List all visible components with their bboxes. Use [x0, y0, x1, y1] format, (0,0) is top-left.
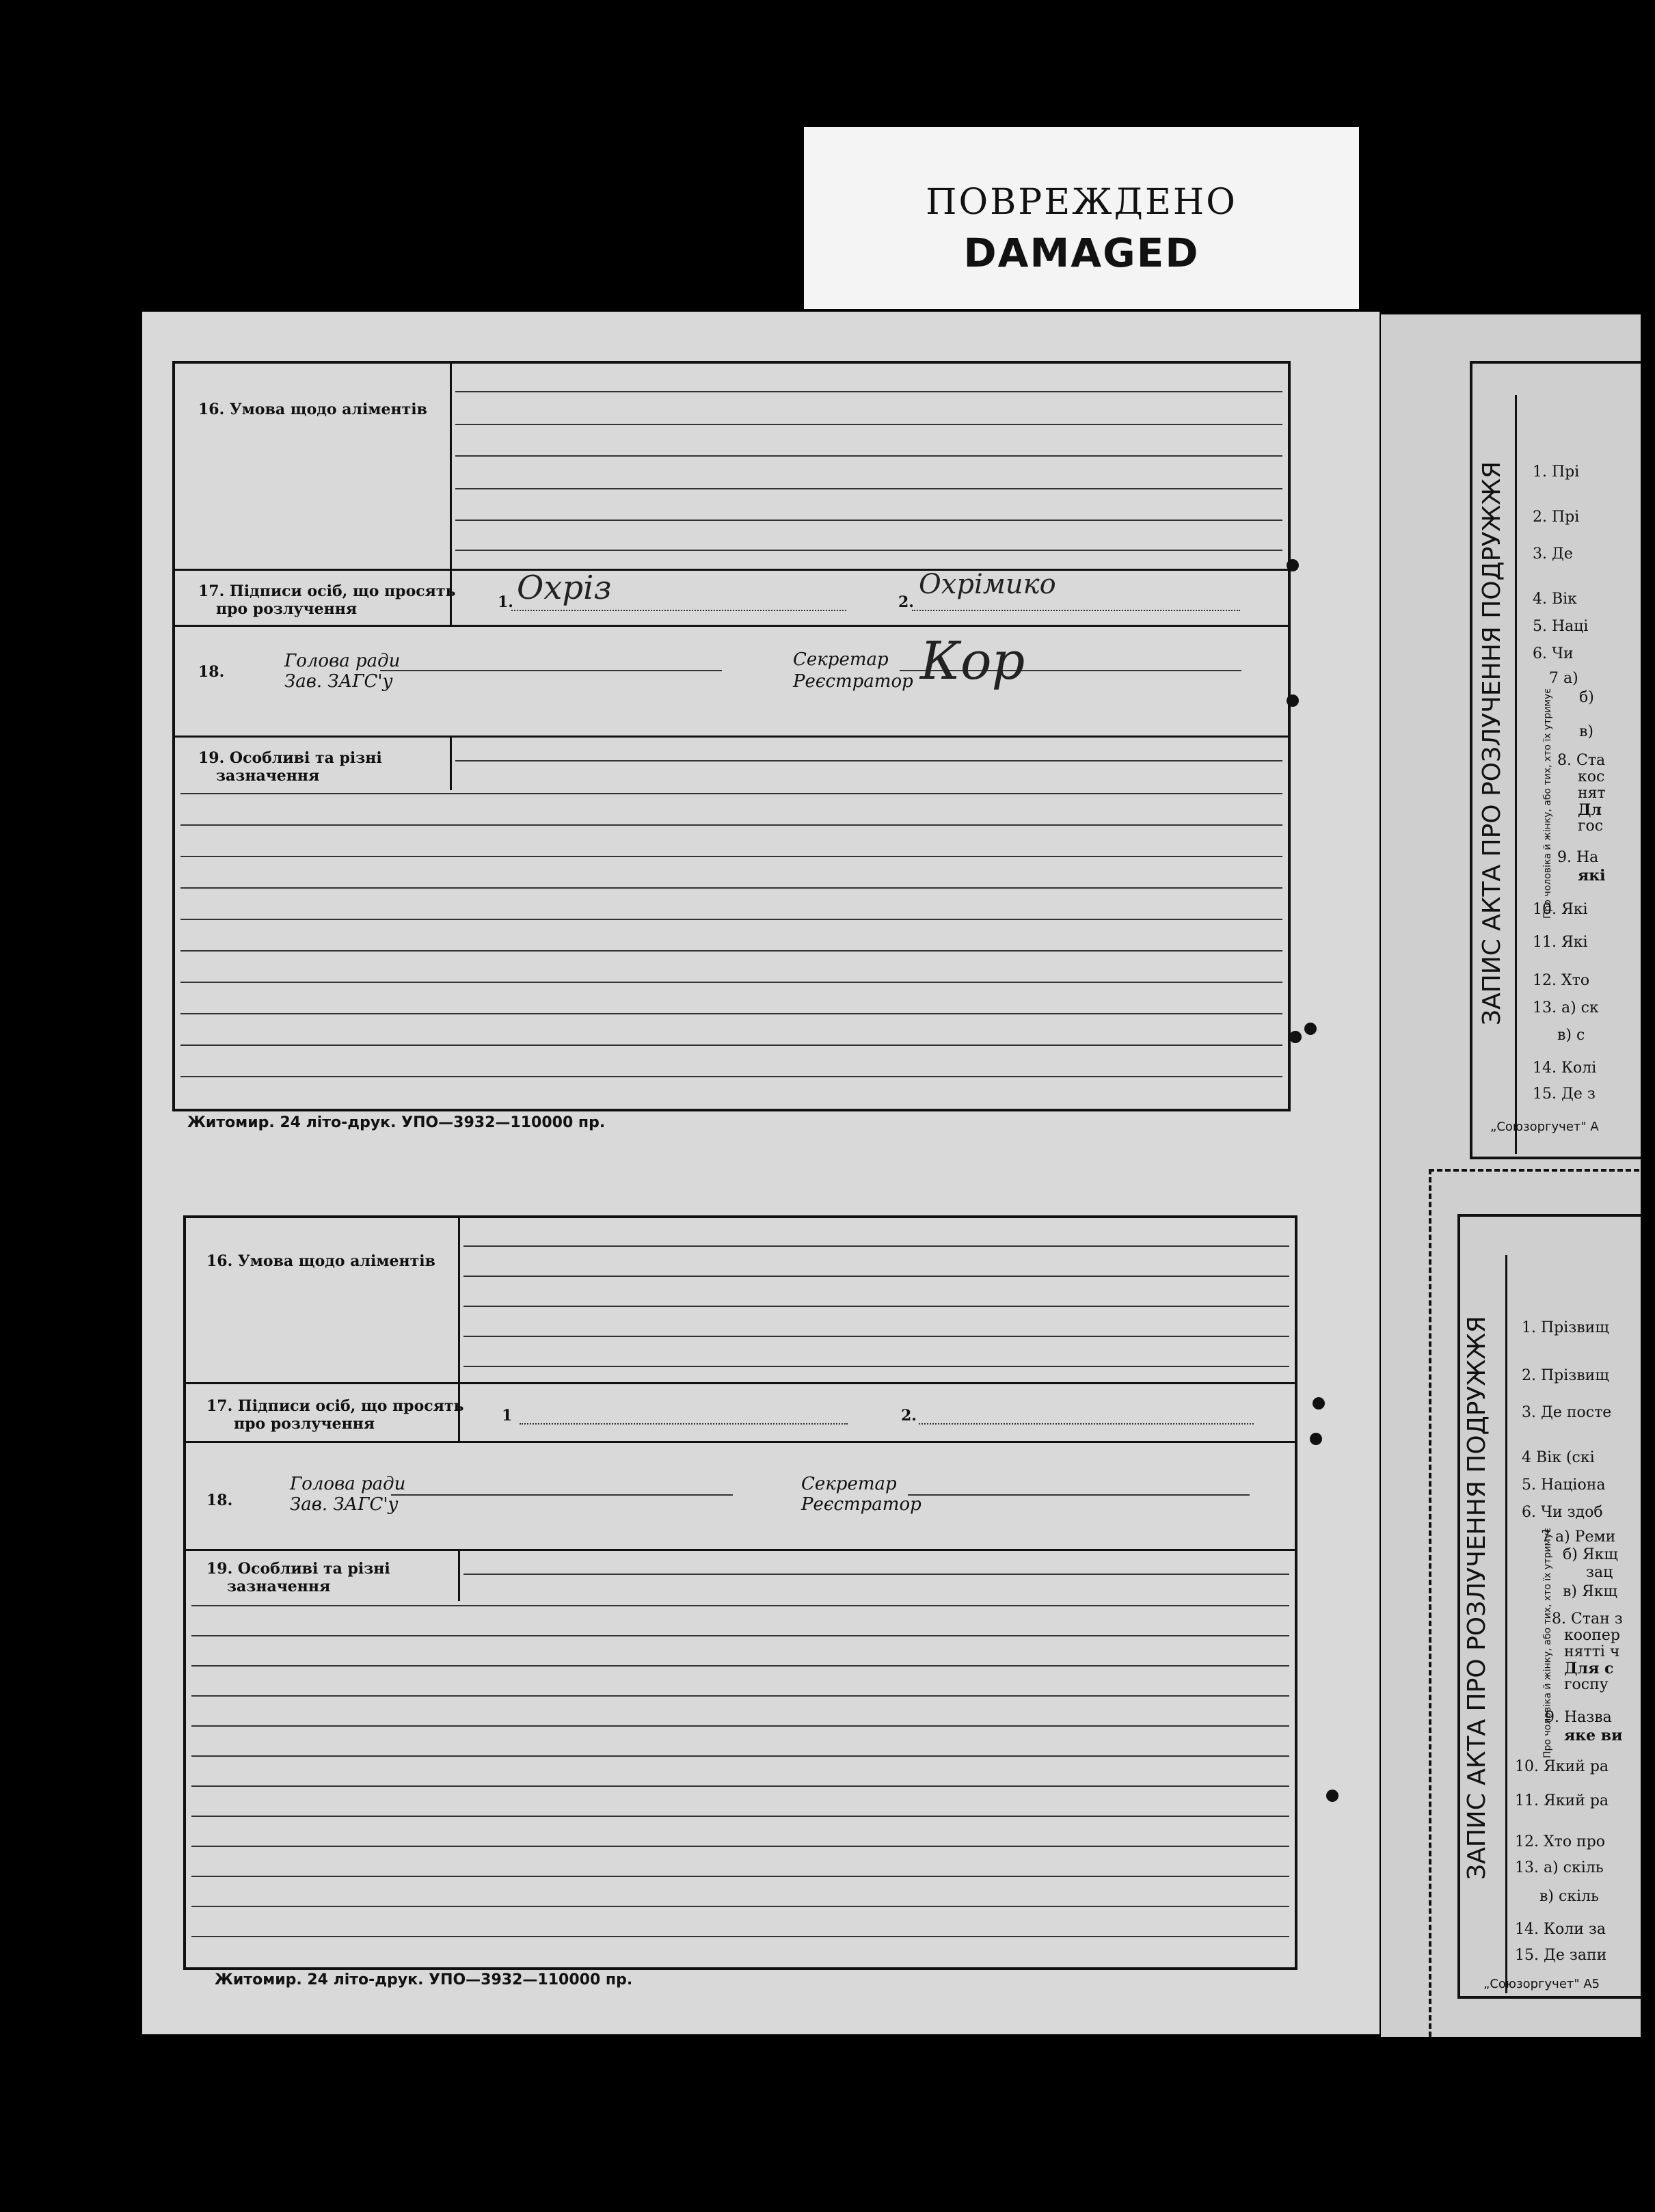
- cut-line: [1429, 1169, 1641, 1172]
- right-bottom-publisher: „Союзоргучет" А5: [1483, 1977, 1600, 1991]
- right-bottom-item: нятті ч: [1564, 1643, 1620, 1660]
- field-17-label-2: про розлучення: [216, 600, 358, 618]
- right-top-item: Дл: [1578, 801, 1602, 819]
- footer-top: Житомир. 24 літо-друк. УПО—3932—110000 пр.: [187, 1114, 606, 1131]
- head-label: Голова ради: [284, 651, 401, 671]
- right-top-item: 12. Хто: [1533, 972, 1590, 989]
- right-top-item: 4. Вік: [1533, 591, 1577, 608]
- right-top-item: 1. Прі: [1533, 463, 1580, 481]
- punch-hole: [1326, 1790, 1338, 1802]
- right-bottom-item: б) Якщ: [1563, 1546, 1618, 1563]
- registrar-label: Реєстратор: [793, 671, 913, 692]
- right-bottom-side-label: Про чоловіка й жінку, або тих, хто їх утримує: [1542, 1528, 1553, 1758]
- right-bottom-item: зац: [1586, 1564, 1613, 1581]
- registrar-label-bottom: Реєстратор: [801, 1494, 921, 1515]
- right-top-item: які: [1578, 867, 1606, 885]
- right-top-item: в): [1579, 723, 1593, 740]
- signature-2-number-bottom: 2.: [901, 1407, 917, 1425]
- field-18-label-bottom: 18.: [206, 1492, 233, 1509]
- registrar-head-label-bottom: Зав. ЗАГС'у: [290, 1494, 399, 1515]
- right-bottom-item: 8. Стан з: [1552, 1610, 1623, 1628]
- right-top-item: гос: [1578, 818, 1604, 835]
- form-top: [172, 361, 1291, 1111]
- right-page: [1381, 314, 1641, 2037]
- punch-hole: [1310, 1433, 1322, 1445]
- right-bottom-item: 1. Прізвищ: [1522, 1319, 1609, 1336]
- right-bottom-item: 15. Де запи: [1515, 1947, 1607, 1964]
- damaged-stamp: [804, 127, 1359, 309]
- right-bottom-item: в) скіль: [1539, 1888, 1600, 1905]
- signature-1-number-bottom: 1: [502, 1407, 513, 1425]
- secretary-label-bottom: Секретар: [801, 1474, 897, 1494]
- right-bottom-item: 10. Який ра: [1515, 1758, 1609, 1775]
- right-top-item: в) с: [1557, 1027, 1585, 1044]
- right-top-item: нят: [1578, 785, 1606, 802]
- cut-line: [1429, 1169, 1431, 2037]
- field-16-label: 16. Умова щодо аліментів: [198, 401, 427, 418]
- right-top-item: 8. Ста: [1557, 752, 1606, 769]
- right-top-item: 3. Де: [1533, 545, 1573, 563]
- right-bottom-item: 11. Який ра: [1515, 1792, 1609, 1809]
- right-top-title: ЗАПИС АКТА ПРО РОЗЛУЧЕННЯ ПОДРУЖЖЯ: [1478, 461, 1506, 1025]
- field-16-label-bottom: 16. Умова щодо аліментів: [206, 1252, 435, 1270]
- secretary-signature: Кор: [920, 630, 1025, 691]
- field-17-label-2-bottom: про розлучення: [234, 1415, 375, 1433]
- registrar-head-label: Зав. ЗАГС'у: [284, 671, 393, 692]
- field-19-label-2-bottom: зазначення: [227, 1578, 331, 1595]
- right-bottom-item: госпу: [1564, 1676, 1609, 1693]
- damaged-stamp-ru: ПОВРЕЖДЕНО: [926, 182, 1237, 223]
- right-bottom-item: в) Якщ: [1563, 1583, 1617, 1600]
- left-page: [142, 312, 1380, 2034]
- right-top-item: 11. Які: [1533, 934, 1588, 951]
- right-top-item: 9. На: [1557, 849, 1599, 866]
- punch-hole: [1304, 1023, 1317, 1035]
- punch-hole: [1287, 694, 1299, 707]
- row-16-bottom: [186, 1218, 1295, 1384]
- right-top-item: 7 а): [1549, 670, 1578, 687]
- right-bottom-item: 2. Прізвищ: [1522, 1367, 1609, 1384]
- right-bottom-item: Для с: [1564, 1660, 1614, 1677]
- right-top-item: 13. а) ск: [1533, 999, 1599, 1016]
- field-17-label-bottom: 17. Підписи осіб, що просять: [206, 1397, 464, 1415]
- secretary-label: Секретар: [793, 649, 889, 670]
- right-top-side-label: Про чоловіка й жінку, або тих, хто їх утримує: [1542, 688, 1553, 919]
- right-top-item: 6. Чи: [1533, 645, 1574, 662]
- right-bottom-item: 6. Чи здоб: [1522, 1504, 1603, 1521]
- right-bottom-item: 12. Хто про: [1515, 1833, 1606, 1850]
- right-top-item: 10. Які: [1533, 901, 1588, 918]
- row-16: [175, 364, 1288, 571]
- right-top-item: 5. Наці: [1533, 618, 1589, 635]
- right-bottom-item: 4 Вік (скі: [1522, 1449, 1595, 1466]
- right-bottom-item: 3. Де посте: [1522, 1404, 1612, 1421]
- punch-hole: [1289, 1031, 1302, 1043]
- signature-2-number: 2.: [898, 593, 914, 611]
- field-19-label-bottom: 19. Особливі та різні: [206, 1560, 390, 1578]
- right-bottom-item: 14. Коли за: [1515, 1921, 1606, 1938]
- right-bottom-item: 13. а) скіль: [1515, 1859, 1604, 1876]
- right-bottom-item: коопер: [1564, 1627, 1621, 1644]
- signature-1-number: 1.: [498, 593, 513, 611]
- right-top-item: 2. Прі: [1533, 509, 1580, 526]
- signature-2: Охрімико: [919, 569, 1056, 600]
- punch-hole: [1287, 559, 1299, 571]
- right-top-item: 14. Колі: [1533, 1060, 1597, 1077]
- field-18-label: 18.: [198, 663, 225, 681]
- damaged-stamp-en: DAMAGED: [963, 230, 1200, 276]
- right-top-item: б): [1579, 689, 1594, 706]
- punch-hole: [1313, 1397, 1325, 1410]
- right-bottom-title: ЗАПИС АКТА ПРО РОЗЛУЧЕННЯ ПОДРУЖЖЯ: [1463, 1316, 1491, 1880]
- field-17-label: 17. Підписи осіб, що просять: [198, 582, 456, 600]
- field-19-label-2: зазначення: [216, 767, 320, 785]
- field-19-label: 19. Особливі та різні: [198, 749, 382, 767]
- right-top-publisher: „Союзоргучет" А: [1490, 1120, 1599, 1134]
- footer-bottom: Житомир. 24 літо-друк. УПО—3932—110000 пр.: [215, 1971, 633, 1988]
- form-bottom: [183, 1215, 1297, 1970]
- right-top-item: 15. Де з: [1533, 1085, 1596, 1103]
- signature-1: Охріз: [517, 569, 612, 607]
- right-top-item: кос: [1578, 768, 1605, 785]
- right-bottom-item: яке ви: [1564, 1727, 1623, 1744]
- right-bottom-item: 7 а) Реми: [1541, 1528, 1616, 1546]
- right-bottom-item: 9. Назва: [1545, 1709, 1612, 1726]
- right-bottom-item: 5. Націона: [1522, 1476, 1606, 1494]
- head-label-bottom: Голова ради: [290, 1474, 406, 1494]
